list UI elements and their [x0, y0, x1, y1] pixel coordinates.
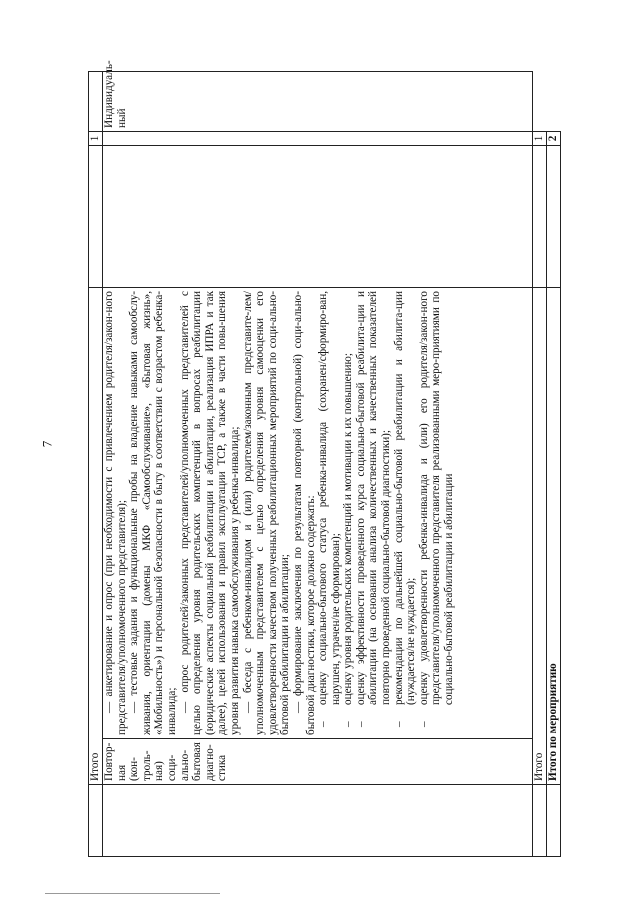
subitem-list: [317, 291, 456, 735]
empty-cell: [547, 71, 561, 131]
empty-cell: [103, 785, 533, 857]
empty-cell: [89, 785, 103, 857]
table-row: [103, 71, 533, 856]
measure-count: 2: [547, 131, 561, 145]
page-number: 7: [39, 440, 55, 448]
list-item: – оценку эффективности проведенного курса социально-бытовой реабилита-ции и абилитации (на основании анализа количественных и качественных показателей повторно проведенной социально-бытовой диагностики);: [355, 291, 393, 735]
list-item: – оценку удовлетворенности ребенка-инвалида и (или) его родителя/закон-ного представителя/уполномоченного представителя реализованными меро-приятиями по социально-бытовой реабилитации и абилитации: [418, 291, 456, 735]
stage-name: Повтор-ная (кон-троль-ная) соци-ально-бытовая диагно-стика: [103, 739, 533, 785]
list-item: – оценку уровня родительских компетенций и мотивации к их повышению;: [342, 291, 355, 735]
item-text: — беседа с ребенком-инвалидом и (или) родителем/законным представите-лем/уполномоченным представителем с целью определения уровня самооценки его удовлетворенности качеством полученных реабилитационных мероприятий по соци-ально-бытовой реабилитации и абилитации;: [241, 290, 292, 735]
bottom-rule: [45, 893, 220, 894]
list-item: – оценку социально-бытового статуса ребенка-инвалида (сохранен/сформиро-ван, нарушен, утрачен/не сформирован);: [317, 291, 342, 735]
itogo-count: 1: [533, 131, 547, 145]
itogo-label: Итого: [533, 287, 547, 784]
list-item: – рекомендации по дальнейшей социально-бытовой реабилитации и абилита-ции (нуждается/не нуждается);: [393, 291, 418, 735]
itogo-count: 1: [89, 131, 103, 145]
empty-cell: [547, 145, 561, 287]
empty-cell: [89, 145, 103, 287]
table-row: [89, 71, 103, 856]
stage-content: [103, 287, 533, 738]
empty-cell: [547, 785, 561, 857]
empty-cell: [103, 145, 533, 287]
empty-cell: [533, 71, 547, 131]
item-text: — формирование заключения по результатам повторной (контрольной) соци-ально-бытовой диагностики, которое должно содержать:: [291, 290, 317, 735]
itogo-measure-label: Итого по мероприятию: [547, 287, 561, 784]
item-text: — тестовые задания и функциональные пробы на владение навыками самообслу-живания, ориентации (домены МКФ «Самообслуживание», «Бытовая жизнь», «Мобильность») и персональной безопасности в быту в соответствии с возрастом ребенка-инвалида;: [128, 290, 178, 735]
service-form: Индивидуаль-ный: [103, 71, 533, 131]
empty-cell: [103, 131, 533, 145]
table-row: [547, 71, 561, 856]
item-text: — опрос родителей/законных представителей/уполномоченных представителей с целью определения уровня родительских компетенций в вопросах реабилитации (юридические аспекты социальной реабилитации и абилитации, реализация ИПРА и так далее), целей использования и правил эксплуатации ТСР, а также в части повы-шения уровня развития навыка самообслуживания у ребенка-инвалида;: [178, 290, 241, 735]
empty-cell: [533, 785, 547, 857]
item-text: — анкетирование и опрос (при необходимости с привлечением родителя/закон-ного представителя/уполномоченного представителя);: [103, 290, 128, 735]
empty-cell: [533, 145, 547, 287]
itogo-label: Итого: [89, 287, 103, 784]
rehabilitation-table: [88, 60, 561, 857]
table-row: [533, 71, 547, 856]
empty-cell: [89, 71, 103, 131]
rotated-table-container: [88, 60, 638, 857]
